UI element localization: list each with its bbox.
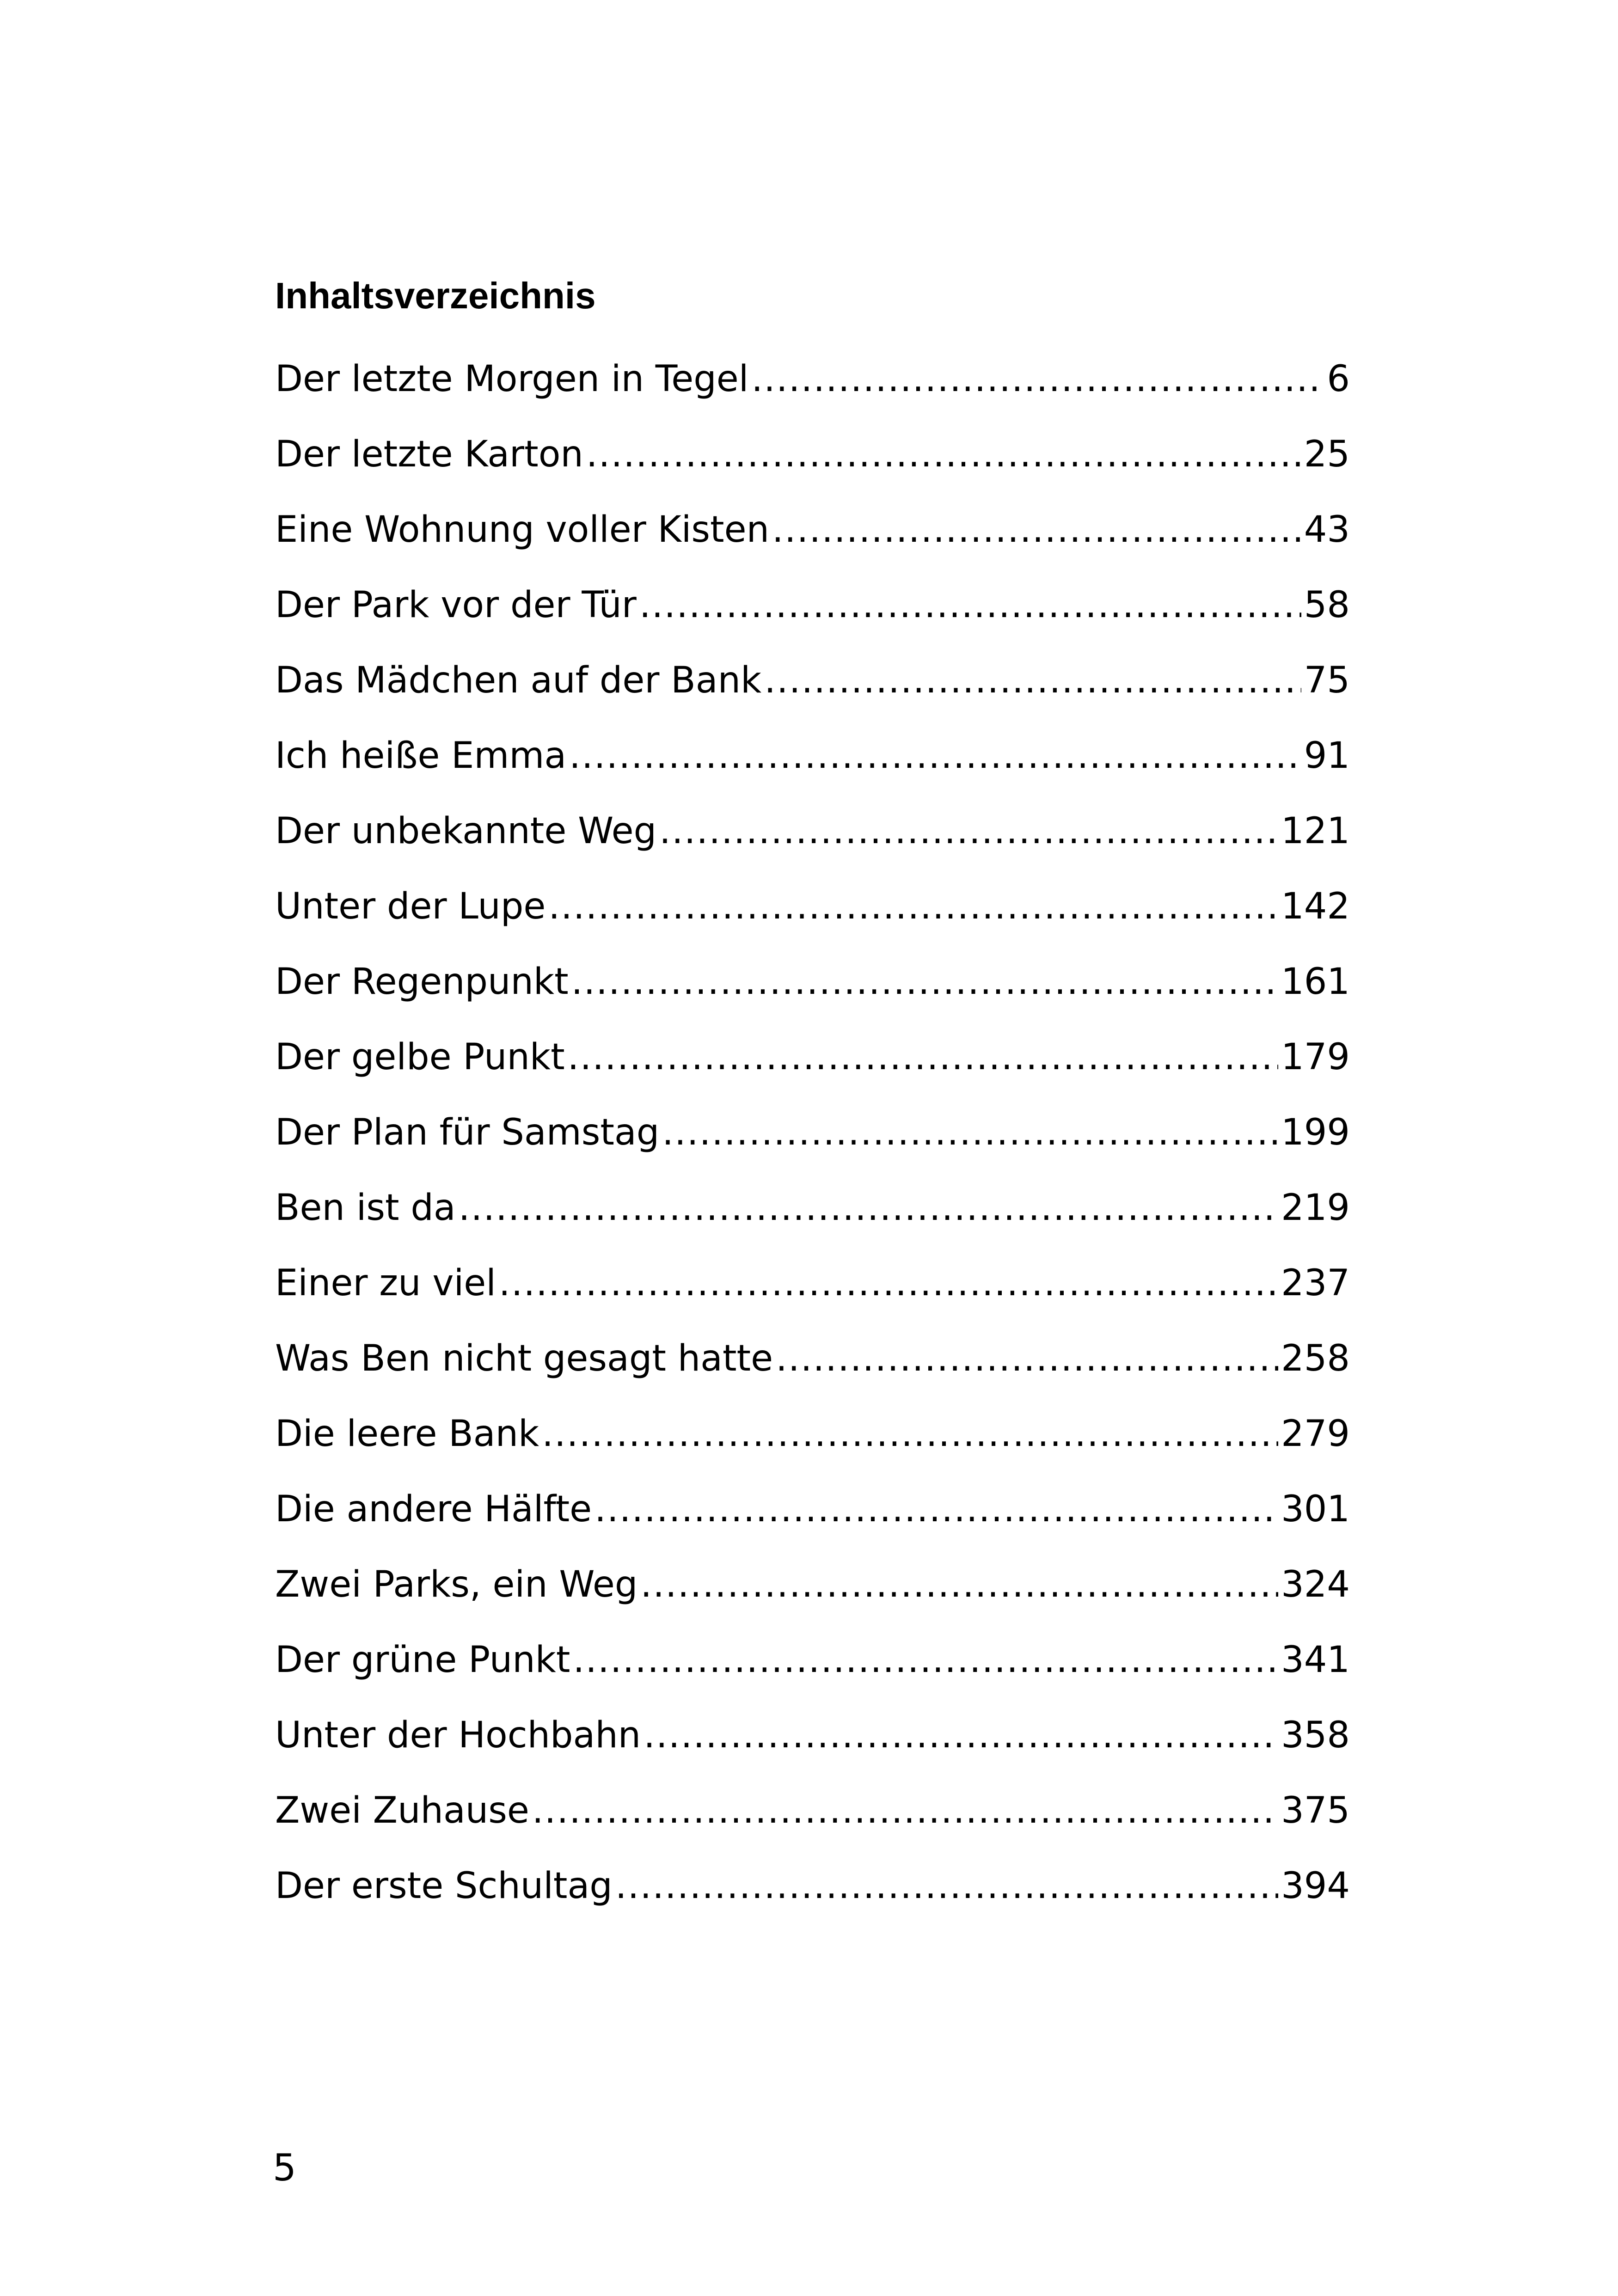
toc-entry-title: Der grüne Punkt [275, 1639, 570, 1681]
toc-entry [275, 879, 1350, 954]
toc-entry-title: Zwei Parks, ein Weg [275, 1564, 638, 1605]
toc-entry-page: 43 [1304, 509, 1350, 551]
toc-entry-title: Zwei Zuhause [275, 1790, 529, 1831]
toc-entry-title: Der letzte Morgen in Tegel [275, 358, 749, 400]
toc-entry-title: Ich heiße Emma [275, 735, 567, 777]
toc-entry [275, 351, 1350, 427]
toc-dot-leader [532, 1783, 1278, 1838]
toc-dot-leader [569, 728, 1301, 784]
toc-dot-leader [659, 803, 1278, 859]
toc-entry [275, 1858, 1350, 1934]
toc-dot-leader [615, 1858, 1278, 1914]
toc-heading: Inhaltsverzeichnis [275, 275, 596, 316]
toc-entry-page: 324 [1281, 1564, 1350, 1605]
toc-entry-title: Ben ist da [275, 1187, 456, 1229]
toc-entry [275, 1632, 1350, 1708]
toc-entry-page: 75 [1304, 660, 1350, 701]
toc-entry-title: Unter der Lupe [275, 886, 546, 927]
toc-dot-leader [662, 1105, 1278, 1160]
toc-entry-title: Einer zu viel [275, 1262, 496, 1304]
toc-entry [275, 1180, 1350, 1255]
toc-entry-page: 58 [1304, 584, 1350, 626]
toc-entry-page: 199 [1281, 1112, 1350, 1153]
toc-entry-title: Der Plan für Samstag [275, 1112, 660, 1153]
toc-entry [275, 954, 1350, 1029]
toc-entry [275, 1482, 1350, 1557]
toc-entry [275, 1331, 1350, 1406]
toc-entry [275, 728, 1350, 803]
toc-entry [275, 1406, 1350, 1482]
toc-entry-title: Der Regenpunkt [275, 961, 569, 1003]
toc-entry-title: Was Ben nicht gesagt hatte [275, 1338, 773, 1379]
toc-dot-leader [573, 1632, 1278, 1688]
toc-entry [275, 1029, 1350, 1105]
toc-entry-page: 279 [1281, 1413, 1350, 1455]
toc-entry-page: 161 [1281, 961, 1350, 1003]
toc-entry-page: 219 [1281, 1187, 1350, 1229]
toc-entry [275, 1783, 1350, 1858]
toc-dot-leader [594, 1482, 1278, 1537]
toc-entry-title: Der gelbe Punkt [275, 1036, 565, 1078]
toc-entry [275, 502, 1350, 577]
toc-entry-page: 142 [1281, 886, 1350, 927]
toc-dot-leader [499, 1255, 1278, 1311]
toc-dot-leader [459, 1180, 1278, 1236]
toc-entry-title: Der Park vor der Tür [275, 584, 637, 626]
toc-dot-leader [568, 1029, 1278, 1085]
toc-entry-page: 394 [1281, 1865, 1350, 1907]
toc-dot-leader [751, 351, 1324, 407]
toc-entry-title: Die andere Hälfte [275, 1488, 592, 1530]
toc-entry-page: 179 [1281, 1036, 1350, 1078]
toc-entry [275, 427, 1350, 502]
toc-entry-title: Der erste Schultag [275, 1865, 613, 1907]
toc-entry [275, 577, 1350, 653]
toc-entry [275, 1105, 1350, 1180]
toc-entry [275, 1255, 1350, 1331]
toc-entry-page: 25 [1304, 434, 1350, 475]
toc-entry-page: 375 [1281, 1790, 1350, 1831]
toc-entry-page: 91 [1304, 735, 1350, 777]
toc-entry-page: 258 [1281, 1338, 1350, 1379]
toc-entry-title: Der letzte Karton [275, 434, 583, 475]
toc-dot-leader [571, 954, 1278, 1010]
toc-entry [275, 1708, 1350, 1783]
toc-dot-leader [776, 1331, 1278, 1386]
toc-entry-title: Eine Wohnung voller Kisten [275, 509, 770, 551]
toc-list [275, 351, 1350, 1934]
toc-dot-leader [640, 1557, 1278, 1612]
page-number: 5 [273, 2146, 296, 2189]
toc-entry-page: 341 [1281, 1639, 1350, 1681]
toc-entry-page: 237 [1281, 1262, 1350, 1304]
toc-entry-title: Die leere Bank [275, 1413, 539, 1455]
toc-entry-page: 121 [1281, 810, 1350, 852]
toc-entry [275, 653, 1350, 728]
toc-entry [275, 803, 1350, 879]
toc-entry [275, 1557, 1350, 1632]
toc-entry-page: 358 [1281, 1714, 1350, 1756]
toc-dot-leader [542, 1406, 1278, 1462]
toc-dot-leader [764, 653, 1301, 708]
toc-entry-page: 6 [1327, 358, 1350, 400]
toc-dot-leader [586, 427, 1301, 482]
toc-entry-title: Der unbekannte Weg [275, 810, 657, 852]
toc-dot-leader [548, 879, 1278, 934]
toc-entry-title: Unter der Hochbahn [275, 1714, 641, 1756]
toc-dot-leader [644, 1708, 1278, 1763]
toc-dot-leader [639, 577, 1301, 633]
toc-entry-page: 301 [1281, 1488, 1350, 1530]
toc-dot-leader [772, 502, 1301, 557]
toc-entry-title: Das Mädchen auf der Bank [275, 660, 762, 701]
